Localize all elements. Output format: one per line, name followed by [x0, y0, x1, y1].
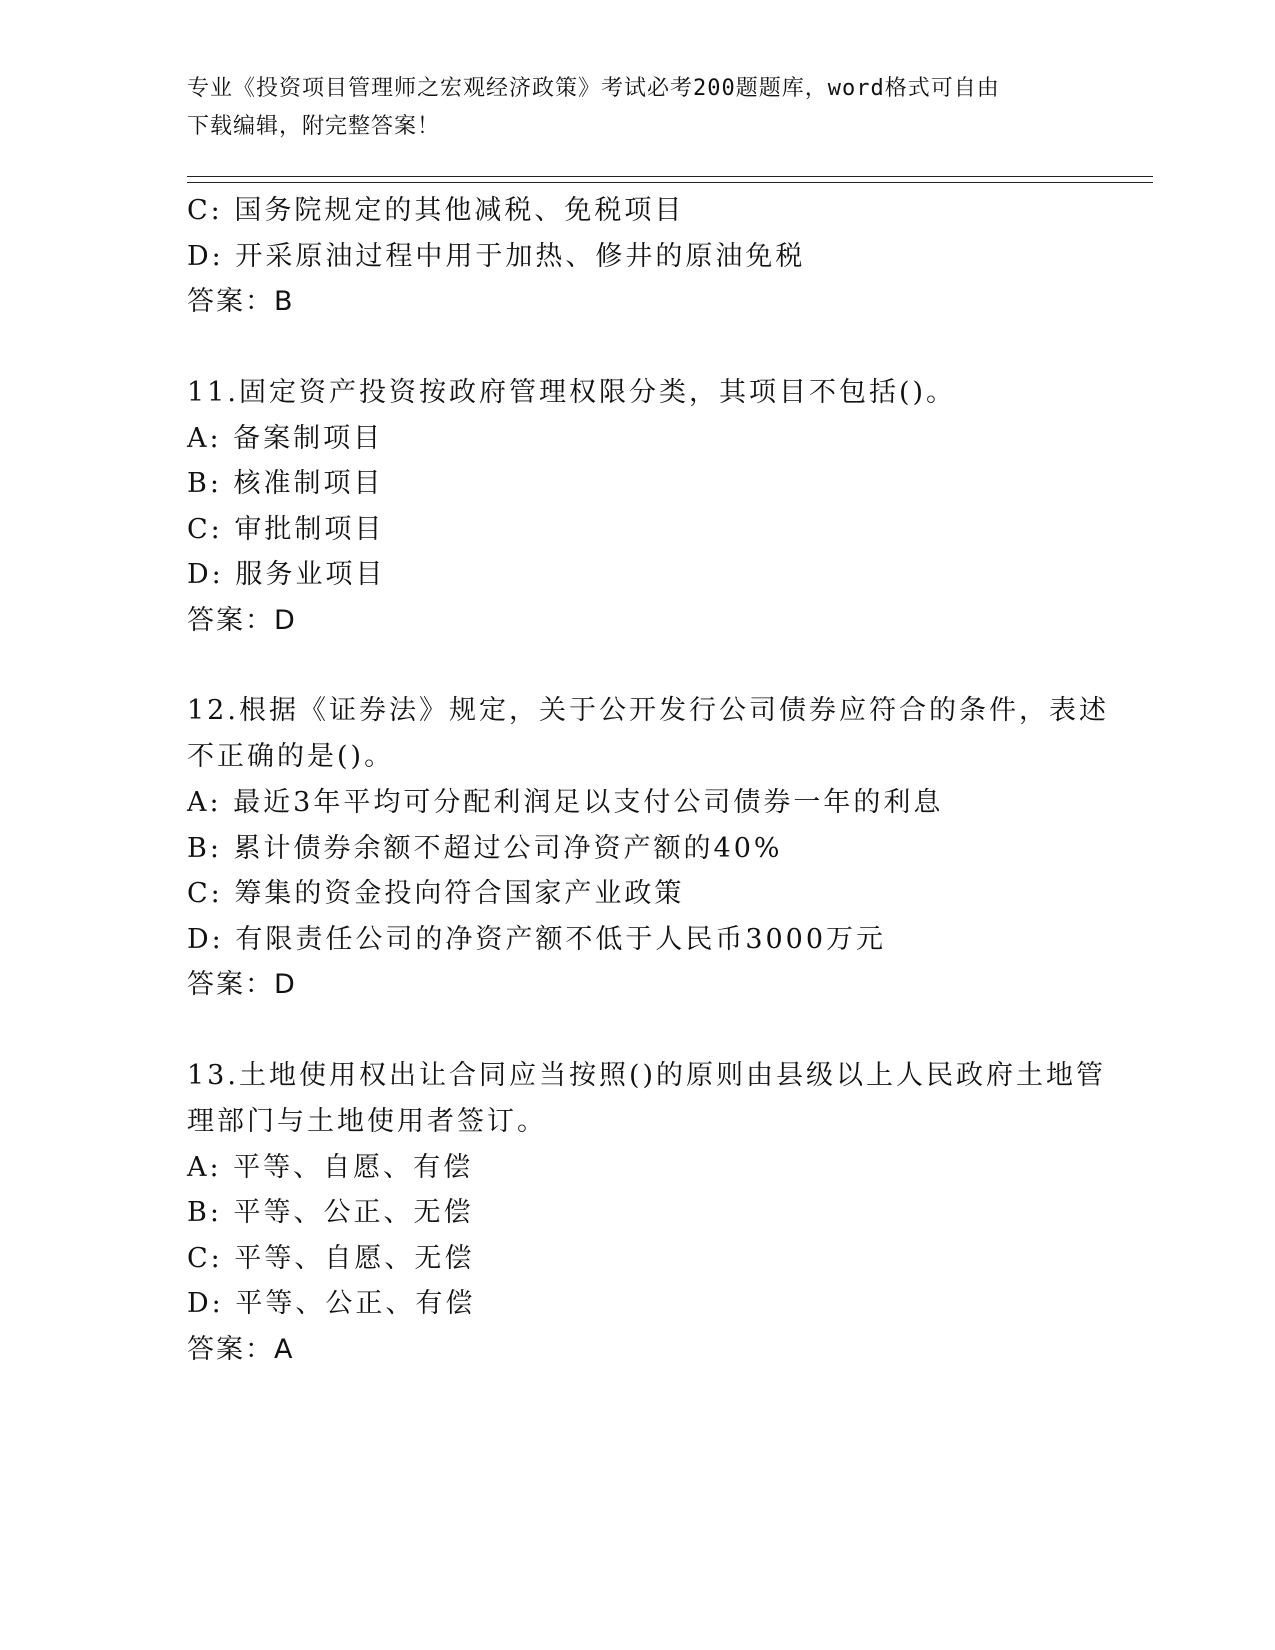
spacer: [187, 643, 1087, 688]
question-stem-line-1: 12.根据《证券法》规定，关于公开发行公司债券应符合的条件，表述: [187, 695, 1109, 726]
header-line-1: 专业《投资项目管理师之宏观经济政策》考试必考200题题库，word格式可自由: [187, 76, 1000, 101]
spacer: [187, 325, 1087, 370]
option-c: C: 平等、自愿、无偿: [187, 1242, 475, 1274]
answer: 答案：D: [187, 604, 297, 636]
option-a: A: 备案制项目: [187, 422, 384, 454]
header-line-2: 下载编辑，附完整答案！: [187, 114, 441, 139]
answer: 答案：A: [187, 1333, 295, 1365]
option-c: C: 国务院规定的其他减税、免税项目: [187, 195, 685, 226]
answer: 答案：B: [187, 286, 295, 317]
question-13: [187, 1053, 1107, 1373]
question-stem-line-2: 理部门与土地使用者签订。: [187, 1105, 547, 1137]
option-b: B: 平等、公正、无偿: [187, 1197, 474, 1228]
option-b: B: 累计债券余额不超过公司净资产额的40%: [187, 832, 783, 864]
option-d: D: 平等、公正、有偿: [187, 1288, 476, 1319]
option-a: A: 平等、自愿、有偿: [187, 1151, 474, 1183]
option-d: D: 有限责任公司的净资产额不低于人民币3000万元: [187, 923, 887, 955]
option-b: B: 核准制项目: [187, 468, 384, 499]
option-c: C: 审批制项目: [187, 513, 385, 545]
header-rule-top: [187, 176, 1153, 177]
document-header: [187, 70, 1087, 146]
header-rule-bottom: [187, 182, 1153, 183]
option-a: A: 最近3年平均可分配利润足以支付公司债券一年的利息: [187, 787, 944, 818]
answer: 答案：D: [187, 969, 297, 1000]
question-list: [187, 188, 1109, 1372]
question-11: [187, 370, 1087, 644]
option-d: D: 开采原油过程中用于加热、修井的原油免税: [187, 240, 806, 272]
question-12: [187, 688, 1109, 1008]
question-10-continuation: [187, 188, 1087, 325]
question-stem-line-2: 不正确的是()。: [187, 741, 395, 772]
question-stem: 11.固定资产投资按政府管理权限分类，其项目不包括()。: [187, 376, 957, 408]
spacer: [187, 1008, 1087, 1053]
question-stem-line-1: 13.土地使用权出让合同应当按照()的原则由县级以上人民政府土地管: [187, 1059, 1107, 1091]
option-d: D: 服务业项目: [187, 559, 386, 590]
option-c: C: 筹集的资金投向符合国家产业政策: [187, 878, 685, 909]
